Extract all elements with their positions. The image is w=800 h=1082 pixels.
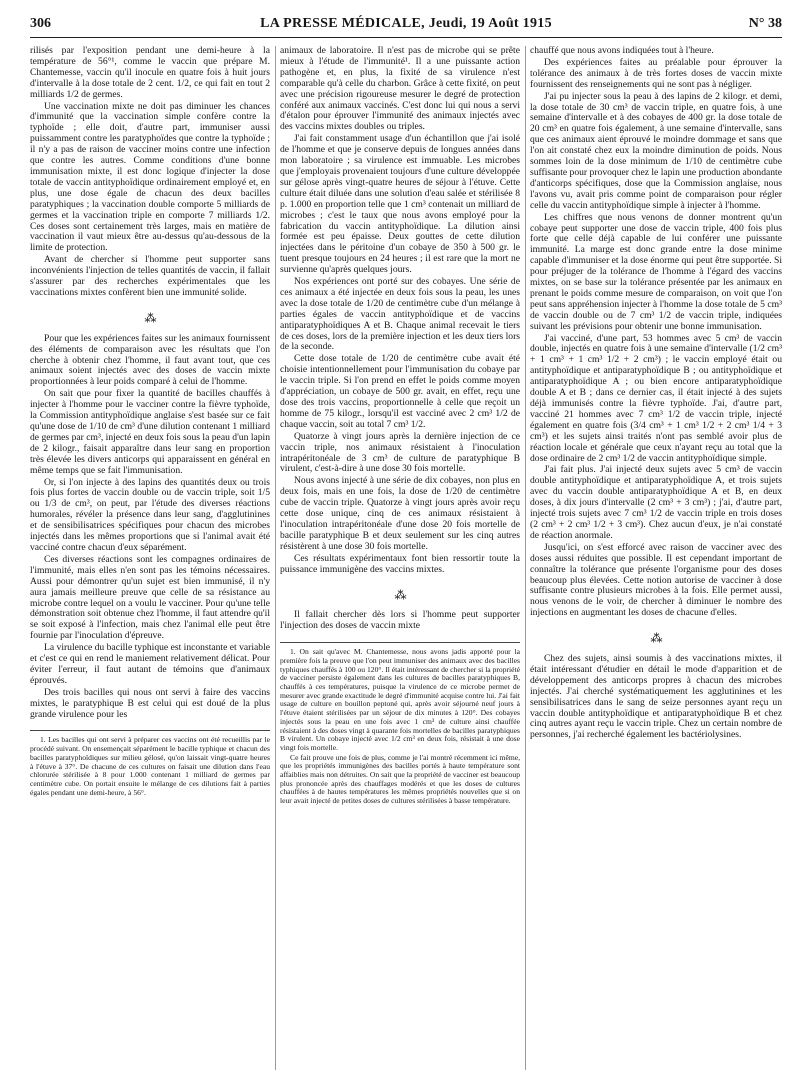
paragraph: On sait que pour fixer la quantité de bacilles chauffés à injecter à l'homme pour le vacciner contre la fièvre typhoïde, la Commission antityphoïdique anglaise s'est basée sur ce fait qu'une dose de 1/10 de cm³ d'une dilution contenant 1 milliard de germes par cm³, injecté en deux fois sous la peau d'un lapin de 2 kilogr., faisait apparaître dans leur sang en proportion très élevée les divers anticorps qui apparaissent en général en même temps que se fait l'immunisation. — [30, 388, 270, 476]
journal-title: LA PRESSE MÉDICALE, Jeudi, 19 Août 1915 — [260, 16, 552, 31]
column-divider — [525, 46, 526, 1070]
section-separator: ⁂ — [394, 587, 406, 602]
section-separator: ⁂ — [144, 310, 156, 325]
paragraph: Avant de chercher si l'homme peut supporter sans inconvénients l'injection de telles quantités de vaccin, il fallait s'assurer par des recherches expérimentales que les vaccinations mixtes confèrent bien une immunité solide. — [30, 254, 270, 298]
footnote: 1. On sait qu'avec M. Chantemesse, nous avons jadis apporté pour la première fois la preuve que l'on peut immuniser des animaux avec des bacilles typhiques chauffés à 100 ou 120°. Il était intéressant de chercher si la propriété de vacciner persiste également dans les cultures de bacilles paratyphiques B, chauffés à ces températures, puisque la virulence de ce microbe permet de mesurer avec grande exactitude le degré d'immunité acquise contre lui. J'ai fait usage de culture en bouillon peptoné qui, après avoir séjourné neuf jours à l'étuve étaient stérilisées par un séjour de dix minutes à 120°. Des cobayes injectés sous la peau en une fois avec 1 cm³ de culture ainsi chauffée résistaient à des doses vingt à quarante fois mortelles de bacilles paratyphiques B virulent. Un cobaye injecté avec 1/2 cm³ en deux fois, résistait à une dose vingt fois mortelle. — [280, 647, 520, 752]
paragraph: chauffé que nous avons indiquées tout à l'heure. — [530, 46, 714, 56]
paragraph: Pour que les expériences faites sur les animaux fournissent des éléments de comparaison avec les résultats que l'on cherche à obtenir chez l'homme, il faut avant tout, que ces animaux soient injectés avec des doses de vaccin mixte proportionnées à leur poids comparé à celui de l'homme. — [30, 332, 270, 388]
text-column-3 — [530, 46, 782, 1072]
footnotes — [30, 730, 270, 797]
paragraph: Ces diverses réactions sont les compagnes ordinaires de l'immunité, mais elles n'en sont pas les témoins nécessaires. Aussi pour démontrer qu'un sujet est bien immunisé, il n'y aura jamais meilleure preuve que celle de sa résistance au microbe contre lequel on a voulu le vacciner. Pour qu'une telle démonstration soit obtenue chez l'homme, il faut attendre qu'il se soit exposé à l'infection, mais chez l'animal elle peut être fournie par l'inoculation d'épreuve. — [30, 553, 270, 642]
paragraph: Chez des sujets, ainsi soumis à des vaccinations mixtes, il était intéressant d'étudier en détail le mode d'apparition et de développement des anticorps propres à chacun des microbes injectés. J'ai cherché systématiquement les agglutinines et les sensibilisatrices dans le sang de seize personnes ayant reçu un vaccin double antityphoïdique et antiparatyphoïdique B et chez cinq autres ayant reçu le vaccin triple. Chez un certain nombre de personnes, j'ai recherché également les bactériolysines. — [530, 653, 782, 741]
paragraph: Des expériences faites au préalable pour éprouver la tolérance des animaux à de très fortes doses de vaccin mixte fournissent des renseignements qui ne sont pas à négliger. — [530, 56, 782, 90]
issue-number: N° 38 — [748, 16, 782, 31]
column-divider — [275, 46, 276, 1070]
footnote: Ce fait prouve une fois de plus, comme je l'ai montré récemment ici même, que les propriétés immunigènes des bacilles portés à haute température sont affaiblies mais non détruites. On sait que la propriété de vacciner est beaucoup plus prononcée après des chauffages modérés et que les doses de cultures chauffées à de hautes températures les mêmes propriétés nouvelles que si on leur avait injecté de petites doses de cultures stérilisées à basse température. — [280, 752, 520, 806]
paragraph: J'ai fait constamment usage d'un échantillon que j'ai isolé de l'homme et que je conserve depuis de longues années dans mon laboratoire ; sa virulence est immuable. Les microbes que j'employais provenaient toujours d'une culture développée sur gélose après vingt-quatre heures de séjour à l'étuve. Cette culture était diluée dans une solution d'eau salée et stérilisée 8 p. 1.000 en proportion telle que 1 cm³ contenait un milliard de microbes ; c'est le taux que nous avons employé pour la fabrication du vaccin antityphoïdique. La dilution ainsi formée est peu épaisse. Deux gouttes de cette dilution injectées dans le péritoine d'un cobaye de 350 à 500 gr. le tuent presque toujours en 24 heures ; il est rare que la mort ne survienne qu'après quelques jours. — [280, 133, 520, 276]
page-header — [30, 16, 782, 36]
header-rule — [30, 37, 782, 38]
paragraph: Les chiffres que nous venons de donner montrent qu'un cobaye peut supporter une dose de vaccin triple, 400 fois plus forte que celle déjà capable de lui conférer une puissante immunité. La marge est donc grande entre la dose minime capable d'immuniser et la dose énorme qui peut être supportée. Si pour préjuger de la tolérance de l'homme à l'égard des vaccins mixtes, on se base sur la tolérance présentée par les animaux en prenant le poids comme mesure de comparaison, on voit que l'on peut sans appréhension injecter à l'homme la dose totale de 5 cm³ de vaccin double ou de 7 cm³ 1/2 de vaccin triple, indiquées suivant les prévisions pour obtenir une bonne immunisation. — [530, 211, 782, 332]
paragraph: Une vaccination mixte ne doit pas diminuer les chances d'immunité que la vaccination simple confère contre la typhoïde ; elle doit, d'autre part, immuniser aussi puissamment contre les paratyphoïdes que contre la typhoïde ; il n'y a pas de raison de vacciner moins contre une infection que contre les autres. Comme conditions d'une bonne immunisation mixte, il est donc logique d'injecter la dose totale de vaccin antityphoïdique ordinairement employé et, en plus, une dose égale de chacun des deux bacilles paratyphiques ; la vaccination double comporte 5 milliards de germes et la vaccination triple en comporte 7 milliards 1/2. Ces doses sont certainement très larges, mais en matière de vaccination il vaut mieux être au-dessus qu'au-dessous de la limite de protection. — [30, 100, 270, 254]
paragraph: Cette dose totale de 1/20 de centimètre cube avait été choisie intentionnellement pour l'immunisation du cobaye par le vaccin triple. Si l'on prend en effet le poids comme moyen d'appréciation, un cobaye de 500 gr. avait, en effet, reçu une dose des trois vaccins, proportionnelle à celle que reçoit un homme de 75 kilogr., lorsqu'il est vacciné avec 2 cm³ 1/2 de chaque vaccin, soit au total 7 cm³ 1/2. — [280, 353, 520, 430]
paragraph: J'ai pu injecter sous la peau à des lapins de 2 kilogr. et demi, la dose totale de 30 cm³ de vaccin triple, en quatre fois, à une semaine d'intervalle et à des cobayes de 400 gr. la dose totale de 20 cm³ en quatre fois également, à une semaine d'intervalle, sans que ces animaux aient éprouvé le moindre dommage et sans que l'on ait constaté chez eux la moindre diminution de poids. Nous sommes loin de la dose minimum de 1/10 de centimètre cube suffisante pour provoquer chez le lapin une production abondante d'anticorps spécifiques, dose que la Commission anglaise, nous l'avons vu, avait pris comme point de comparaison pour régler celle du vaccin antityphoïdique simple à injecter à l'homme. — [530, 90, 782, 211]
page-number: 306 — [30, 16, 51, 31]
paragraph: Nos expériences ont porté sur des cobayes. Une série de ces animaux a été injectée en deux fois sous la peau, les unes avec la dose totale de 1/20 de centimètre cube d'un mélange à parties égales de vaccin antityphoïdique et de vaccins antiparatyphoïdiques A et B. Chaque animal recevait le tiers de ces doses, lors de la première injection et les deux tiers lors de la seconde. — [280, 276, 520, 353]
paragraph: J'ai vacciné, d'une part, 53 hommes avec 5 cm³ de vaccin double, injectés en quatre fois à une semaine d'intervalle (1/2 cm³ + 1 cm³ + 1 cm³ 1/2 + 2 cm³) ; le vaccin employé était ou antityphoïdique et antiparatyphoïdique B ; ou antityphoïdique et antiparatyphoïdique A ; ou bien encore antiparatyphoïdique double A et B ; dans ce dernier cas, il était injecté à des sujets déjà immunisés contre la fièvre typhoïde. J'ai, d'autre part, vacciné 21 hommes avec 7 cm³ 1/2 de vaccin triple, injecté également en quatre fois (3/4 cm³ + 1 cm³ 1/2 + 2 cm³ 1/4 + 3 cm³) et les sujets ainsi traités n'ont pas semblé avoir plus de réaction locale et générale que ceux n'ayant reçu au total que la dose ordinaire de 2 cm³ 1/2 de vaccin antityphoïdique simple. — [530, 332, 782, 464]
paragraph: Des trois bacilles qui nous ont servi à faire des vaccins mixtes, le paratyphique B est celui qui est doué de la plus grande virulence pour les — [30, 686, 270, 720]
footnotes — [280, 642, 520, 806]
paragraph: La virulence du bacille typhique est inconstante et variable et c'est ce qui en rend le maniement relativement délicat. Pour éviter l'erreur, il faut autant de témoins que d'animaux éprouvés. — [30, 642, 270, 686]
paragraph: Nous avons injecté à une série de dix cobayes, non plus en deux fois, mais en une fois, la dose de 1/20 de centimètre cube de vaccin triple. Quatorze à vingt jours après avoir reçu cette dose unique, cinq de ces animaux résistaient à l'inoculation intrapéritonéale d'une dose 20 fois mortelle de bacille paratyphique B et deux seulement sur les cinq autres résistèrent à une dose 30 fois mortelle. — [280, 475, 520, 552]
paragraph: Ces résultats expérimentaux font bien ressortir toute la puissance immunigène des vaccins mixtes. — [280, 552, 520, 575]
paragraph: Il fallait chercher dès lors si l'homme peut supporter l'injection des doses de vaccin mixte — [280, 609, 520, 632]
paragraph: J'ai fait plus. J'ai injecté deux sujets avec 5 cm³ de vaccin double antityphoïdique et antiparatyphoïdique A, et trois sujets avec du vaccin double antiparatyphoïdique A et B, en deux doses, à dix jours d'intervalle (2 cm³ + 3 cm³) ; j'ai, d'autre part, injecté trois sujets avec 7 cm³ 1/2 de vaccin triple en trois doses (2 cm³ + 2 cm³ 1/2 + 3 cm³). Chez aucun d'eux, je n'ai constaté de réaction anormale. — [530, 464, 782, 541]
paragraph: Quatorze à vingt jours après la dernière injection de ce vaccin triple, nos animaux résistaient à l'inoculation intrapéritonéale de 3 cm³ de culture de paratyphique B virulent, c'est-à-dire à une dose 30 fois mortelle. — [280, 430, 520, 475]
section-separator: ⁂ — [650, 631, 662, 646]
paragraph: animaux de laboratoire. Il n'est pas de microbe qui se prête mieux à l'étude de l'immunité¹. Il a une puissante action pathogène et, en plus, la fixité de sa virulence n'est comparable qu'à celle du charbon. Grâce à cette fixité, on peut avec une précision rigoureuse mesurer le degré de protection conféré aux animaux vaccinés. C'est donc lui qui nous a servi d'étalon pour éprouver l'immunité des animaux injectés avec des vaccins mixtes doubles ou triples. — [280, 46, 520, 133]
footnote: 1. Les bacilles qui ont servi à préparer ces vaccins ont été recueillis par le procédé suivant. On ensemençait séparément le bacille typhique et chacun des bacilles paratyphoïdiques sur milieu gélosé, qu'on laissait vingt-quatre heures à l'étuve à 37°. De chacune de ces cultures on faisait une dilution dans l'eau chlorurée stérilisée à 8 pour 1.000 contenant 1 milliard de germes par centimètre cube. On portait ensuite le mélange de ces dilutions fait à parties égales pendant une demi-heure, à 56°. — [30, 735, 270, 797]
paragraph: Or, si l'on injecte à des lapins des quantités deux ou trois fois plus fortes de vaccin double ou de vaccin triple, soit 1/5 ou 1/3 de cm³, on peut, par l'étude des diverses réactions humorales, révéler la présence dans leur sang, d'agglutinines et de sensibilisatrices spécifiques pour chacun des microbes injectés dans les mêmes proportions que si l'animal avait été vacciné contre chacun d'eux séparément. — [30, 476, 270, 553]
paragraph: Jusqu'ici, on s'est efforcé avec raison de vacciner avec des doses aussi réduites que possible. Il est cependant important de connaître la tolérance que présente l'organisme pour des doses beaucoup plus élevées. Cette notion autorise de vacciner à dose suffisante contre plusieurs microbes à la fois. Elle permet aussi, nous venons de le voir, de chercher à diminuer le nombre des injections en augmentant les doses de chacune d'elles. — [530, 541, 782, 619]
text-column-2 — [280, 46, 520, 1072]
text-column-1 — [30, 46, 270, 1072]
paragraph: rilisés par l'exposition pendant une demi-heure à la température de 56°¹, comme le vaccin que prépare M. Chantemesse, vaccin qu'il inocule en quatre fois à huit jours d'intervalle à la dose totale de 2 cent. 1/2, ce qui fait en tout 2 milliards 1/2 de germes. — [30, 46, 270, 100]
